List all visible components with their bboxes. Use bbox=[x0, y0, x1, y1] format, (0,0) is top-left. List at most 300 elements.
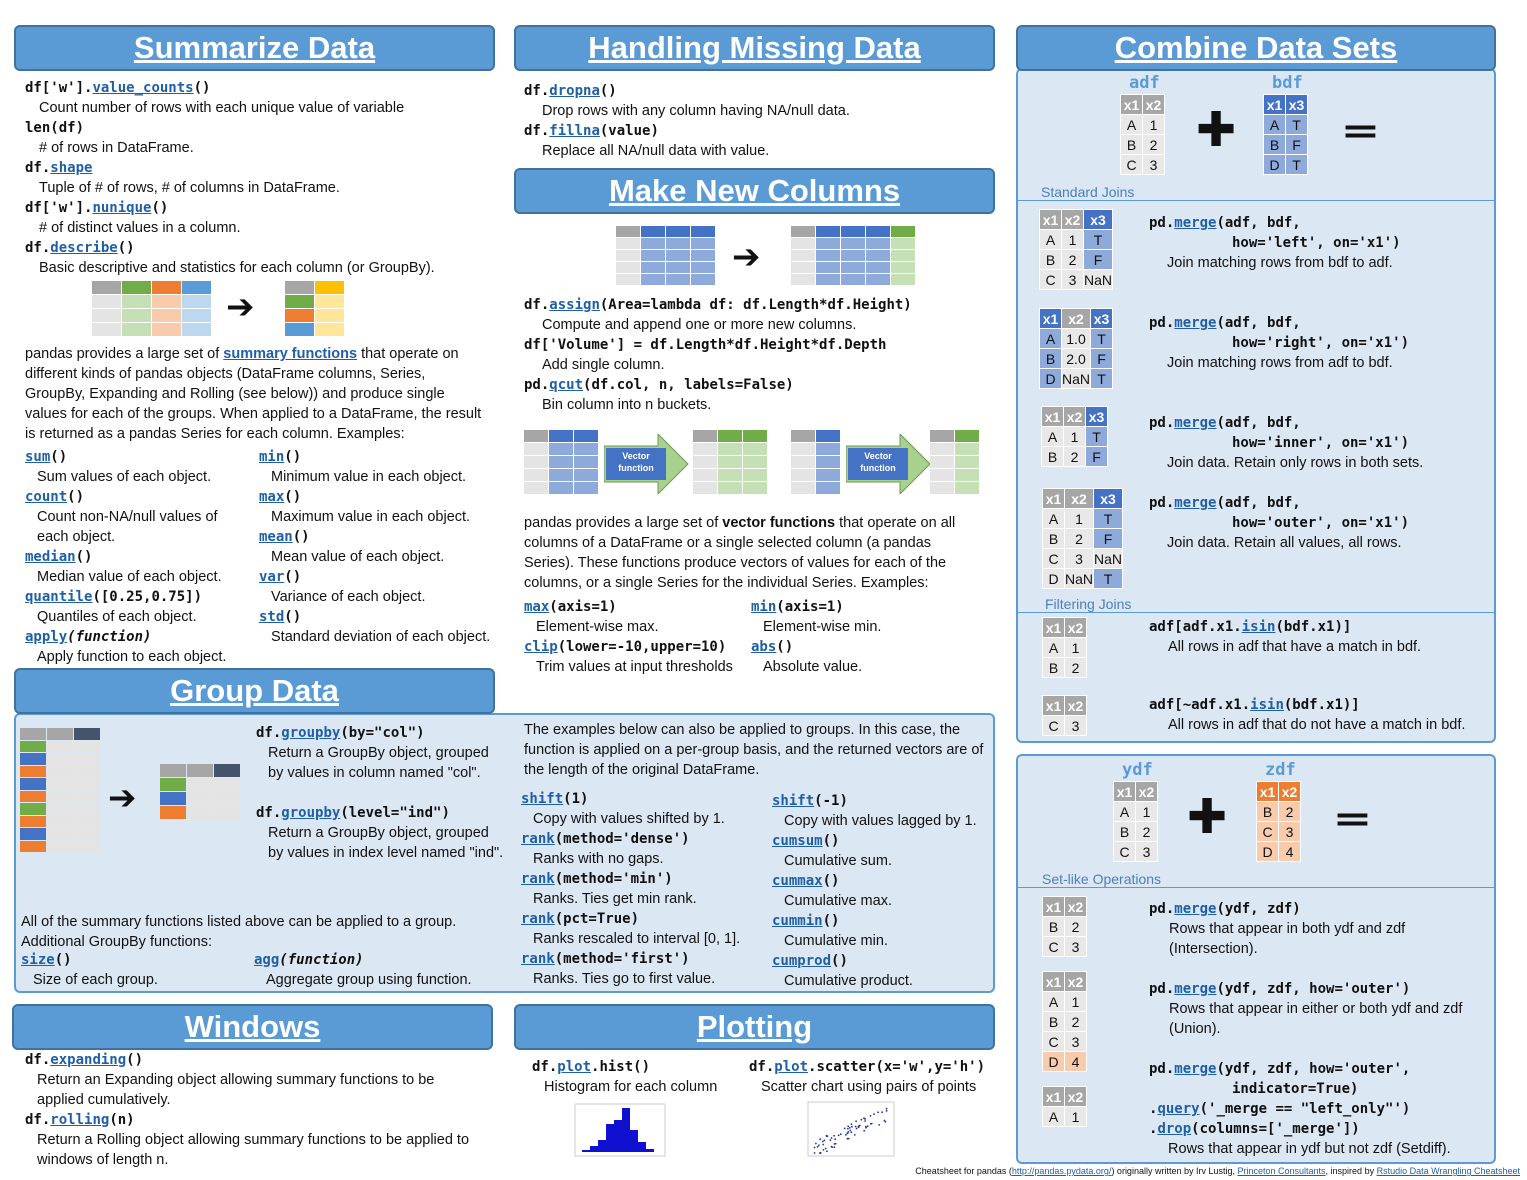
group-function-desc: Ranks rescaled to interval [0, 1]. bbox=[533, 931, 741, 947]
join-args: (adf, bdf, bbox=[1216, 415, 1301, 431]
summary-function-link[interactable]: quantile bbox=[25, 589, 93, 605]
groupby-extra-item bbox=[21, 950, 246, 990]
join-code-line-2: how='outer', on='x1') bbox=[1232, 515, 1410, 531]
summary-function-code bbox=[259, 487, 491, 507]
group-function-post: (method='min') bbox=[554, 871, 673, 887]
query-link[interactable]: query bbox=[1157, 1101, 1200, 1117]
group-function-link[interactable]: rank bbox=[521, 871, 555, 887]
vector-function-desc: Trim values at input thresholds bbox=[536, 659, 733, 675]
groupby-item-post: (level="ind") bbox=[340, 805, 450, 821]
summary-function-code bbox=[25, 587, 250, 607]
groupby-extra-link[interactable]: size bbox=[21, 952, 55, 968]
group-function-desc: Cumulative sum. bbox=[784, 853, 892, 869]
summary-item-code bbox=[25, 158, 495, 178]
summary-function-item bbox=[259, 607, 491, 647]
join-pre: pd. bbox=[1149, 215, 1175, 231]
scatter-point bbox=[830, 1139, 832, 1141]
summary-item-post: () bbox=[151, 200, 169, 216]
right-join-table: x1 x2 x3 A 1.0 T B 2.0 F D NaN T bbox=[1039, 308, 1113, 389]
group-function-code bbox=[772, 871, 994, 891]
group-paragraph: All of the summary functions listed above can be applied to a group. Additional GroupBy functions: bbox=[21, 914, 457, 950]
missing-item-pre: df. bbox=[524, 83, 550, 99]
group-function-item bbox=[521, 949, 771, 989]
groupby-extra-item bbox=[254, 950, 504, 990]
join-item bbox=[1149, 213, 1401, 273]
newcols-title: Make New Columns bbox=[608, 173, 901, 208]
scatter-point bbox=[834, 1143, 836, 1145]
filter-desc: All rows in adf that do not have a match in bdf. bbox=[1168, 717, 1466, 733]
merge-link[interactable]: merge bbox=[1174, 415, 1217, 431]
scatter-point bbox=[833, 1146, 835, 1148]
missing-title: Handling Missing Data bbox=[588, 30, 921, 65]
group-function-desc: Ranks. Ties get min rank. bbox=[533, 891, 697, 907]
anti-join-table: x1 x2 C 3 bbox=[1042, 695, 1087, 736]
newcol-item-item bbox=[524, 295, 989, 335]
grid-cell bbox=[20, 728, 46, 740]
group-function-link[interactable]: shift bbox=[521, 791, 564, 807]
join-code-line-1 bbox=[1149, 313, 1409, 333]
group-function-item bbox=[772, 791, 994, 831]
summary-item-link[interactable]: shape bbox=[50, 160, 93, 176]
scatter-point bbox=[849, 1127, 851, 1129]
group-function-link[interactable]: cumprod bbox=[772, 953, 832, 969]
window-item-desc: Return a Rolling object allowing summary functions to be applied to windows of length n. bbox=[37, 1132, 470, 1168]
scatter-point bbox=[861, 1119, 863, 1121]
group-function-link[interactable]: cumsum bbox=[772, 833, 823, 849]
summary-item-post: () bbox=[117, 240, 135, 256]
summary-function-post: () bbox=[284, 569, 302, 585]
summarize-items bbox=[25, 78, 495, 278]
summary-function-desc: Quantiles of each object. bbox=[37, 609, 197, 625]
scatter-point bbox=[867, 1125, 869, 1127]
scatter-point bbox=[851, 1123, 853, 1125]
summary-function-link[interactable]: std bbox=[259, 609, 285, 625]
summary-function-item bbox=[25, 587, 250, 627]
groupby-item-pre: df. bbox=[256, 805, 282, 821]
left-join-table: x1 x2 x3 A 1 T B 2 F C 3 NaN bbox=[1039, 209, 1113, 290]
summary-function-desc: Maximum value in each object. bbox=[271, 509, 471, 525]
set-items bbox=[1149, 899, 1489, 1039]
adf-label: adf bbox=[1129, 73, 1160, 93]
ydf-table: x1 x2 A 1 B 2 C 3 bbox=[1113, 781, 1158, 862]
group-function-code bbox=[772, 831, 994, 851]
groupby-item-code bbox=[256, 803, 506, 823]
filter-pre: adf[~adf.x1. bbox=[1149, 697, 1251, 713]
groupby-extra-link[interactable]: agg bbox=[254, 952, 280, 968]
grid-cell bbox=[47, 828, 73, 840]
summary-function-link[interactable]: mean bbox=[259, 529, 293, 545]
summary-function-post: () bbox=[50, 449, 68, 465]
missing-item-link[interactable]: fillna bbox=[549, 123, 600, 139]
scatter-point bbox=[826, 1150, 828, 1152]
missing-item-code bbox=[524, 81, 984, 101]
summary-item-item bbox=[25, 198, 495, 238]
summary-function-desc: Mean value of each object. bbox=[271, 549, 445, 565]
vector-function-post: (lower=-10,upper=10) bbox=[557, 639, 727, 655]
newcol-item-link[interactable]: qcut bbox=[549, 377, 584, 393]
merge-link[interactable]: merge bbox=[1174, 495, 1217, 511]
summary-item-link[interactable]: nunique bbox=[92, 200, 152, 216]
join-code-line-1 bbox=[1149, 493, 1409, 513]
groupby-item-link[interactable]: groupby bbox=[281, 725, 341, 741]
group-function-post: (method='first') bbox=[554, 951, 690, 967]
outer-join-table: x1 x2 x3 A 1 T B 2 F C 3 NaN D NaN T bbox=[1042, 488, 1123, 589]
newcols-header bbox=[514, 168, 995, 214]
pandas-link[interactable]: http://pandas.pydata.org/ bbox=[1011, 1166, 1112, 1176]
summary-item-pre: len(df) bbox=[25, 120, 85, 136]
groupby-extra-desc: Aggregate group using function. bbox=[266, 972, 472, 988]
group-function-desc: Ranks. Ties go to first value. bbox=[533, 971, 716, 987]
rstudio-link[interactable]: Rstudio Data Wrangling Cheatsheet bbox=[1376, 1166, 1520, 1176]
windows-title: Windows bbox=[184, 1009, 321, 1044]
scatter-point bbox=[840, 1133, 842, 1135]
window-item-link[interactable]: expanding bbox=[50, 1052, 127, 1068]
summary-function-code bbox=[25, 627, 250, 647]
plot-hist-code: df.plot.hist() bbox=[532, 1059, 651, 1075]
summary-item-code bbox=[25, 198, 495, 218]
newcol-item-desc: Add single column. bbox=[542, 357, 665, 373]
vector-function-label-2: Vector function bbox=[860, 451, 896, 473]
divider bbox=[1018, 887, 1494, 888]
newcols-diagram bbox=[616, 226, 926, 290]
groupby-item-desc: Return a GroupBy object, grouped by values in column named "col". bbox=[268, 745, 489, 781]
scatter-point bbox=[831, 1146, 833, 1148]
summary-item-post: () bbox=[193, 80, 211, 96]
semi-join-table: x1 x2 A 1 B 2 bbox=[1042, 617, 1087, 678]
missing-item-code bbox=[524, 121, 984, 141]
vector-functions-left bbox=[524, 597, 754, 677]
newcol-item-pre: pd. bbox=[524, 377, 550, 393]
grid-cell bbox=[47, 766, 73, 778]
scatter-point bbox=[848, 1138, 850, 1140]
scatter-point bbox=[847, 1125, 849, 1127]
summary-item-item bbox=[25, 78, 495, 118]
plot-link[interactable]: plot bbox=[557, 1059, 592, 1075]
group-function-desc: Copy with values shifted by 1. bbox=[533, 811, 725, 827]
summary-function-post: () bbox=[292, 529, 310, 545]
filter-post: (bdf.x1)] bbox=[1275, 619, 1352, 635]
join-pre: pd. bbox=[1149, 315, 1175, 331]
ydf-label: ydf bbox=[1122, 760, 1153, 780]
summary-item-pre: df['w']. bbox=[25, 200, 93, 216]
scatter-point bbox=[870, 1123, 872, 1125]
vector-function-desc: Absolute value. bbox=[763, 659, 863, 675]
set-post: (ydf, zdf) bbox=[1216, 901, 1301, 917]
groupby-item-pre: df. bbox=[256, 725, 282, 741]
grid-cell bbox=[20, 753, 46, 765]
join-code-line-2: how='inner', on='x1') bbox=[1232, 435, 1410, 451]
group-function-post: () bbox=[822, 833, 840, 849]
vector-function-desc: Element-wise max. bbox=[536, 619, 659, 635]
set-link[interactable]: merge bbox=[1174, 981, 1217, 997]
footer: Cheatsheet for pandas (http://pandas.pydata.org/) originally written by Irv Lustig, Princeton Consultants, inspired by Rstudio Data Wrangling Cheatsheet bbox=[915, 1166, 1520, 1176]
summary-item-link[interactable]: describe bbox=[50, 240, 118, 256]
filter-code bbox=[1149, 695, 1489, 715]
filter-link[interactable]: isin bbox=[1250, 697, 1284, 713]
group-functions-right bbox=[772, 791, 994, 991]
bdf-table: x1 x3 A T B F D T bbox=[1263, 94, 1308, 175]
window-item-link[interactable]: rolling bbox=[50, 1112, 110, 1128]
missing-item-link[interactable]: dropna bbox=[549, 83, 600, 99]
grid-cell bbox=[74, 753, 100, 765]
equals-icon: ═ bbox=[1338, 792, 1367, 848]
newcol-item-link[interactable]: assign bbox=[549, 297, 600, 313]
group-items bbox=[256, 723, 506, 883]
vector-function-code bbox=[751, 597, 991, 617]
filter-post: (bdf.x1)] bbox=[1283, 697, 1360, 713]
group-function-link[interactable]: rank bbox=[521, 831, 555, 847]
summary-function-link[interactable]: var bbox=[259, 569, 285, 585]
summary-item-pre: df. bbox=[25, 160, 51, 176]
zdf-table: x1 x2 B 2 C 3 D 4 bbox=[1256, 781, 1301, 862]
groupby-extra-desc: Size of each group. bbox=[33, 972, 158, 988]
join-desc: Join matching rows from adf to bdf. bbox=[1167, 355, 1393, 371]
group-function-desc: Ranks with no gaps. bbox=[533, 851, 664, 867]
group-function-post: (1) bbox=[563, 791, 589, 807]
vector-function-post: (axis=1) bbox=[776, 599, 844, 615]
scatter-point bbox=[851, 1126, 853, 1128]
summary-functions-paragraph: pandas provides a large set of summary functions that operate on different kinds of pandas objects (DataFrame columns, Series, GroupBy, Expanding and Rolling (see below)) and produce single values for each of the groups. When applied to a DataFrame, the result is returned as a pandas Series for each column. Examples: bbox=[25, 346, 482, 442]
scatter-point bbox=[833, 1135, 835, 1137]
summary-function-code bbox=[259, 567, 491, 587]
group-function-link[interactable]: shift bbox=[772, 793, 815, 809]
groupby-item-link[interactable]: groupby bbox=[281, 805, 341, 821]
plot-link[interactable]: plot bbox=[774, 1059, 809, 1075]
filter-link[interactable]: isin bbox=[1241, 619, 1276, 635]
missing-item-post: (value) bbox=[599, 123, 659, 139]
plot-scatter bbox=[749, 1057, 1011, 1097]
plotting-title: Plotting bbox=[696, 1009, 813, 1044]
vector-function-link[interactable]: abs bbox=[751, 639, 777, 655]
set-post: (ydf, zdf, how='outer') bbox=[1216, 981, 1411, 997]
arrow-icon: ➔ bbox=[108, 778, 137, 818]
merge-link[interactable]: merge bbox=[1174, 1061, 1217, 1077]
group-function-code bbox=[772, 791, 994, 811]
join-code-line-1 bbox=[1149, 213, 1401, 233]
scatter-point bbox=[823, 1140, 825, 1142]
grid-cell bbox=[74, 803, 100, 815]
setdiff-table: x1 x2 A 1 bbox=[1042, 1086, 1087, 1127]
group-functions-left bbox=[521, 789, 771, 989]
scatter-point bbox=[865, 1127, 867, 1129]
vector-function-item bbox=[751, 637, 991, 677]
vector-function-item bbox=[524, 597, 754, 637]
groupby-item-desc: Return a GroupBy object, grouped by values in index level named "ind". bbox=[268, 825, 504, 861]
group-function-post: () bbox=[831, 953, 848, 969]
vector-function-code bbox=[751, 637, 991, 657]
summary-function-post: () bbox=[284, 489, 302, 505]
summary-function-post: () bbox=[284, 609, 302, 625]
summary-item-item bbox=[25, 238, 495, 278]
vector-function-code bbox=[524, 637, 754, 657]
join-code-line-2: how='left', on='x1') bbox=[1232, 235, 1401, 251]
vector-function-label: Vector function bbox=[618, 451, 654, 473]
join-item bbox=[1149, 493, 1409, 553]
summarize-title: Summarize Data bbox=[133, 30, 376, 65]
scatter-point bbox=[825, 1148, 827, 1150]
group-function-post: (pct=True) bbox=[554, 911, 640, 927]
summary-functions-link[interactable]: summary functions bbox=[223, 346, 358, 362]
summary-function-link[interactable]: median bbox=[25, 549, 76, 565]
standard-joins-label: Standard Joins bbox=[1041, 184, 1135, 200]
missing-item-desc: Replace all NA/null data with value. bbox=[542, 143, 770, 159]
set-pre: pd. bbox=[1149, 901, 1175, 917]
summary-function-code bbox=[25, 547, 250, 567]
grid-cell bbox=[47, 741, 73, 753]
summary-function-item bbox=[25, 487, 250, 547]
vector-function-link[interactable]: clip bbox=[524, 639, 558, 655]
missing-item-post: () bbox=[599, 83, 617, 99]
scatter-point bbox=[877, 1111, 879, 1113]
scatter-point bbox=[834, 1138, 836, 1140]
scatter-point bbox=[878, 1124, 880, 1126]
missing-item-item bbox=[524, 121, 984, 161]
groupby-extra-post: (function) bbox=[279, 952, 364, 968]
summary-item-desc: Count number of rows with each unique value of variable bbox=[39, 100, 405, 116]
group-function-item bbox=[521, 909, 771, 949]
summary-function-desc: Variance of each object. bbox=[271, 589, 426, 605]
summary-function-post: ([0.25,0.75]) bbox=[92, 589, 203, 605]
grid-cell bbox=[20, 778, 46, 790]
groupby-extra-code bbox=[21, 950, 246, 970]
summary-function-code bbox=[25, 487, 250, 507]
inner-join-table: x1 x2 x3 A 1 T B 2 F bbox=[1041, 406, 1108, 467]
scatter-point bbox=[815, 1143, 817, 1145]
scatter-point bbox=[858, 1126, 860, 1128]
vector-function-item bbox=[524, 637, 754, 677]
summary-item-link[interactable]: value_counts bbox=[92, 80, 194, 96]
setlike-label: Set-like Operations bbox=[1042, 871, 1162, 887]
scatter-point bbox=[844, 1128, 846, 1130]
window-item-desc: Return an Expanding object allowing summary functions to be applied cumulatively. bbox=[37, 1072, 435, 1108]
set-pre: pd. bbox=[1149, 981, 1175, 997]
newcol-item-pre: df. bbox=[524, 297, 550, 313]
summary-function-code bbox=[25, 447, 250, 467]
group-function-link[interactable]: rank bbox=[521, 911, 555, 927]
scatter-point bbox=[864, 1118, 866, 1120]
scatter-thumbnail bbox=[806, 1100, 896, 1158]
filter-item bbox=[1149, 695, 1489, 735]
group-function-link[interactable]: rank bbox=[521, 951, 555, 967]
window-item-post: (n) bbox=[109, 1112, 135, 1128]
filter-items bbox=[1149, 617, 1489, 735]
princeton-link[interactable]: Princeton Consultants bbox=[1237, 1166, 1326, 1176]
vector-function-post: (axis=1) bbox=[549, 599, 617, 615]
window-item-pre: df. bbox=[25, 1112, 51, 1128]
summary-item-desc: # of rows in DataFrame. bbox=[39, 140, 194, 156]
group-diagram bbox=[20, 728, 240, 878]
grid-cell bbox=[47, 841, 73, 853]
summary-function-link[interactable]: max bbox=[259, 489, 285, 505]
group-function-code bbox=[772, 911, 994, 931]
scatter-point bbox=[819, 1138, 821, 1140]
scatter-point bbox=[820, 1152, 822, 1154]
divider bbox=[1018, 200, 1494, 201]
merge-link[interactable]: merge bbox=[1174, 215, 1217, 231]
window-item-pre: df. bbox=[25, 1052, 51, 1068]
scatter-point bbox=[886, 1110, 888, 1112]
summary-function-link[interactable]: count bbox=[25, 489, 68, 505]
scatter-point bbox=[822, 1141, 824, 1143]
missing-item-pre: df. bbox=[524, 123, 550, 139]
histogram-thumbnail bbox=[572, 1102, 668, 1158]
drop-link[interactable]: drop bbox=[1157, 1121, 1192, 1137]
newcol-item-post: (df.col, n, labels=False) bbox=[583, 377, 794, 393]
scatter-point bbox=[826, 1135, 828, 1137]
scatter-point bbox=[814, 1147, 816, 1149]
group-function-item bbox=[772, 831, 994, 871]
join-args: (adf, bdf, bbox=[1216, 215, 1301, 231]
summary-item-desc: Basic descriptive and statistics for each column (or GroupBy). bbox=[39, 260, 435, 276]
plot-hist-desc: Histogram for each column bbox=[544, 1079, 718, 1095]
group-function-code bbox=[772, 951, 994, 971]
scatter-point bbox=[854, 1134, 856, 1136]
scatter-point bbox=[814, 1152, 816, 1154]
summary-item-pre: df['w']. bbox=[25, 80, 93, 96]
union-table: x1 x2 A 1 B 2 C 3 D 4 bbox=[1042, 971, 1087, 1072]
vector-function-link[interactable]: max bbox=[524, 599, 550, 615]
summary-function-item bbox=[259, 527, 491, 567]
plus-icon: ✚ bbox=[1196, 102, 1237, 158]
vector-diagram bbox=[524, 430, 984, 500]
summary-function-post: () bbox=[75, 549, 93, 565]
newcol-item-item bbox=[524, 335, 989, 375]
set-link[interactable]: merge bbox=[1174, 901, 1217, 917]
summary-function-link[interactable]: sum bbox=[25, 449, 51, 465]
grid-cell bbox=[74, 766, 100, 778]
newcol-item-code bbox=[524, 295, 989, 315]
group-extra-left bbox=[21, 950, 246, 990]
newcol-item-post: (Area=lambda df: df.Length*df.Height) bbox=[599, 297, 912, 313]
group-function-post: (method='dense') bbox=[554, 831, 690, 847]
summary-function-item bbox=[259, 487, 491, 527]
newcols-items bbox=[524, 295, 989, 415]
summary-item-item bbox=[25, 118, 495, 158]
summarize-section bbox=[25, 78, 495, 278]
grid-cell bbox=[20, 741, 46, 753]
groupby-extra-post: () bbox=[54, 952, 72, 968]
summary-function-link[interactable]: min bbox=[259, 449, 285, 465]
setdiff-desc: Rows that appear in ydf but not zdf (Setdiff). bbox=[1168, 1141, 1451, 1157]
window-item-code bbox=[25, 1050, 485, 1070]
join-args: (adf, bdf, bbox=[1216, 315, 1301, 331]
grid-cell bbox=[20, 816, 46, 828]
windows-header bbox=[12, 1004, 493, 1050]
summarize-header bbox=[14, 25, 495, 71]
merge-link[interactable]: merge bbox=[1174, 315, 1217, 331]
group-function-item bbox=[772, 871, 994, 911]
newcol-item-desc: Bin column into n buckets. bbox=[542, 397, 712, 413]
filter-desc: All rows in adf that have a match in bdf. bbox=[1168, 639, 1422, 655]
grid-cell bbox=[74, 741, 100, 753]
group-function-desc: Cumulative min. bbox=[784, 933, 888, 949]
equals-icon: ═ bbox=[1346, 104, 1375, 160]
group-function-link[interactable]: cummax bbox=[772, 873, 823, 889]
plot-scatter-desc: Scatter chart using pairs of points bbox=[761, 1079, 977, 1095]
vector-function-link[interactable]: min bbox=[751, 599, 777, 615]
summary-function-link[interactable]: apply bbox=[25, 629, 68, 645]
summary-function-post: () bbox=[67, 489, 85, 505]
newcol-item-code bbox=[524, 375, 989, 395]
summary-function-item bbox=[25, 627, 250, 667]
vector-functions-paragraph: pandas provides a large set of vector functions that operate on all columns of a DataFrame or a single selected column (a pandas Series). These functions produce vectors of values for each of the columns, or a single Series for the individual Series. Examples: bbox=[524, 515, 956, 591]
grid-cell bbox=[47, 753, 73, 765]
groupby-item-code bbox=[256, 723, 506, 743]
group-function-link[interactable]: cummin bbox=[772, 913, 823, 929]
vector-functions-right bbox=[751, 597, 991, 677]
join-desc: Join data. Retain all values, all rows. bbox=[1167, 535, 1402, 551]
scatter-point bbox=[881, 1111, 883, 1113]
